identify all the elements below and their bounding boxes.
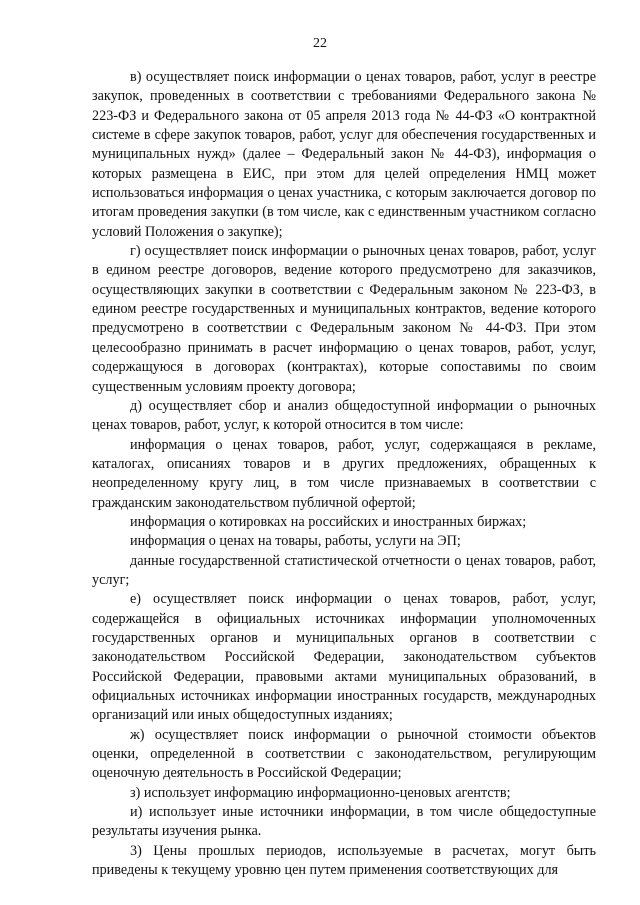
- paragraph-d-statistics: данные государственной статистической отчетности о ценах товаров, работ, услуг;: [92, 552, 596, 588]
- document-body: [92, 68, 596, 880]
- paragraph-z: з) использует информацию информационно-ценовых агентств;: [130, 784, 511, 801]
- paragraph-zh: ж) осуществляет поиск информации о рыночной стоимости объектов оценки, определенной в соответствии с законодательством, регулирующим оценочную деятельность в Российской Федерации;: [92, 726, 596, 782]
- paragraph-3: 3) Цены прошлых периодов, используемые в расчетах, могут быть приведены к текущему уровню цен путем применения соответствующих для: [92, 842, 596, 879]
- paragraph-i: и) использует иные источники информации, в том числе общедоступные результаты изучения рынка.: [92, 804, 596, 840]
- paragraph-d-exchanges: информация о котировках на российских и иностранных биржах;: [130, 513, 527, 530]
- paragraph-v: в) осуществляет поиск информации о ценах товаров, работ, услуг в реестре закупок, проведенных в соответствии с требованиями Федерального закона № 223-ФЗ и Федерального закона от 05 апреля 2013 года № 44-ФЗ «О контрактной системе в сфере закупок товаров, работ, услуг для обеспечения государственных и муниципальных нужд» (далее – Федеральный закон № 44-ФЗ), информация о которых размещена в ЕИС, при этом для целей определения НМЦ может использоваться информация о ценах участника, с которым заключается договор по итогам проведения закупки (в том числе, как с единственным участником согласно условий Положения о закупке);: [92, 69, 596, 240]
- paragraph-d-ep: информация о ценах на товары, работы, услуги на ЭП;: [130, 533, 461, 550]
- paragraph-g: г) осуществляет поиск информации о рыночных ценах товаров, работ, услуг в едином реестре договоров, ведение которого предусмотрено для заказчиков, осуществляющих закупки в соответствии с Федеральным законом № 223-ФЗ, в едином реестре государственных и муниципальных контрактов, ведение которого предусмотрено в соответствии с Федеральным законом № 44-ФЗ. При этом целесообразно принимать в расчет информацию о ценах товаров, работ, услуг, содержащуюся в договорах (контрактах), которые сопоставимы по своим существенным условиям проекту договора;: [92, 243, 596, 395]
- paragraph-e: е) осуществляет поиск информации о ценах товаров, работ, услуг, содержащейся в официальных источниках информации уполномоченных государственных органов и муниципальных органов в соответствии с законодательством Российской Федерации, законодательством субъектов Российской Федерации, правовыми актами муниципальных образований, в официальных источниках информации иностранных государств, международных организаций или иных общедоступных изданиях;: [92, 591, 596, 724]
- page-number: 22: [313, 36, 327, 51]
- paragraph-d: д) осуществляет сбор и анализ общедоступной информации о рыночных ценах товаров, работ, услуг, к которой относится в том числе:: [92, 397, 596, 434]
- paragraph-d-advertising: информация о ценах товаров, работ, услуг, содержащаяся в рекламе, каталогах, описаниях товаров и в других предложениях, обращенных к неопределенному кругу лиц, в том числе признаваемых в соответствии с гражданским законодательством публичной офертой;: [92, 436, 596, 511]
